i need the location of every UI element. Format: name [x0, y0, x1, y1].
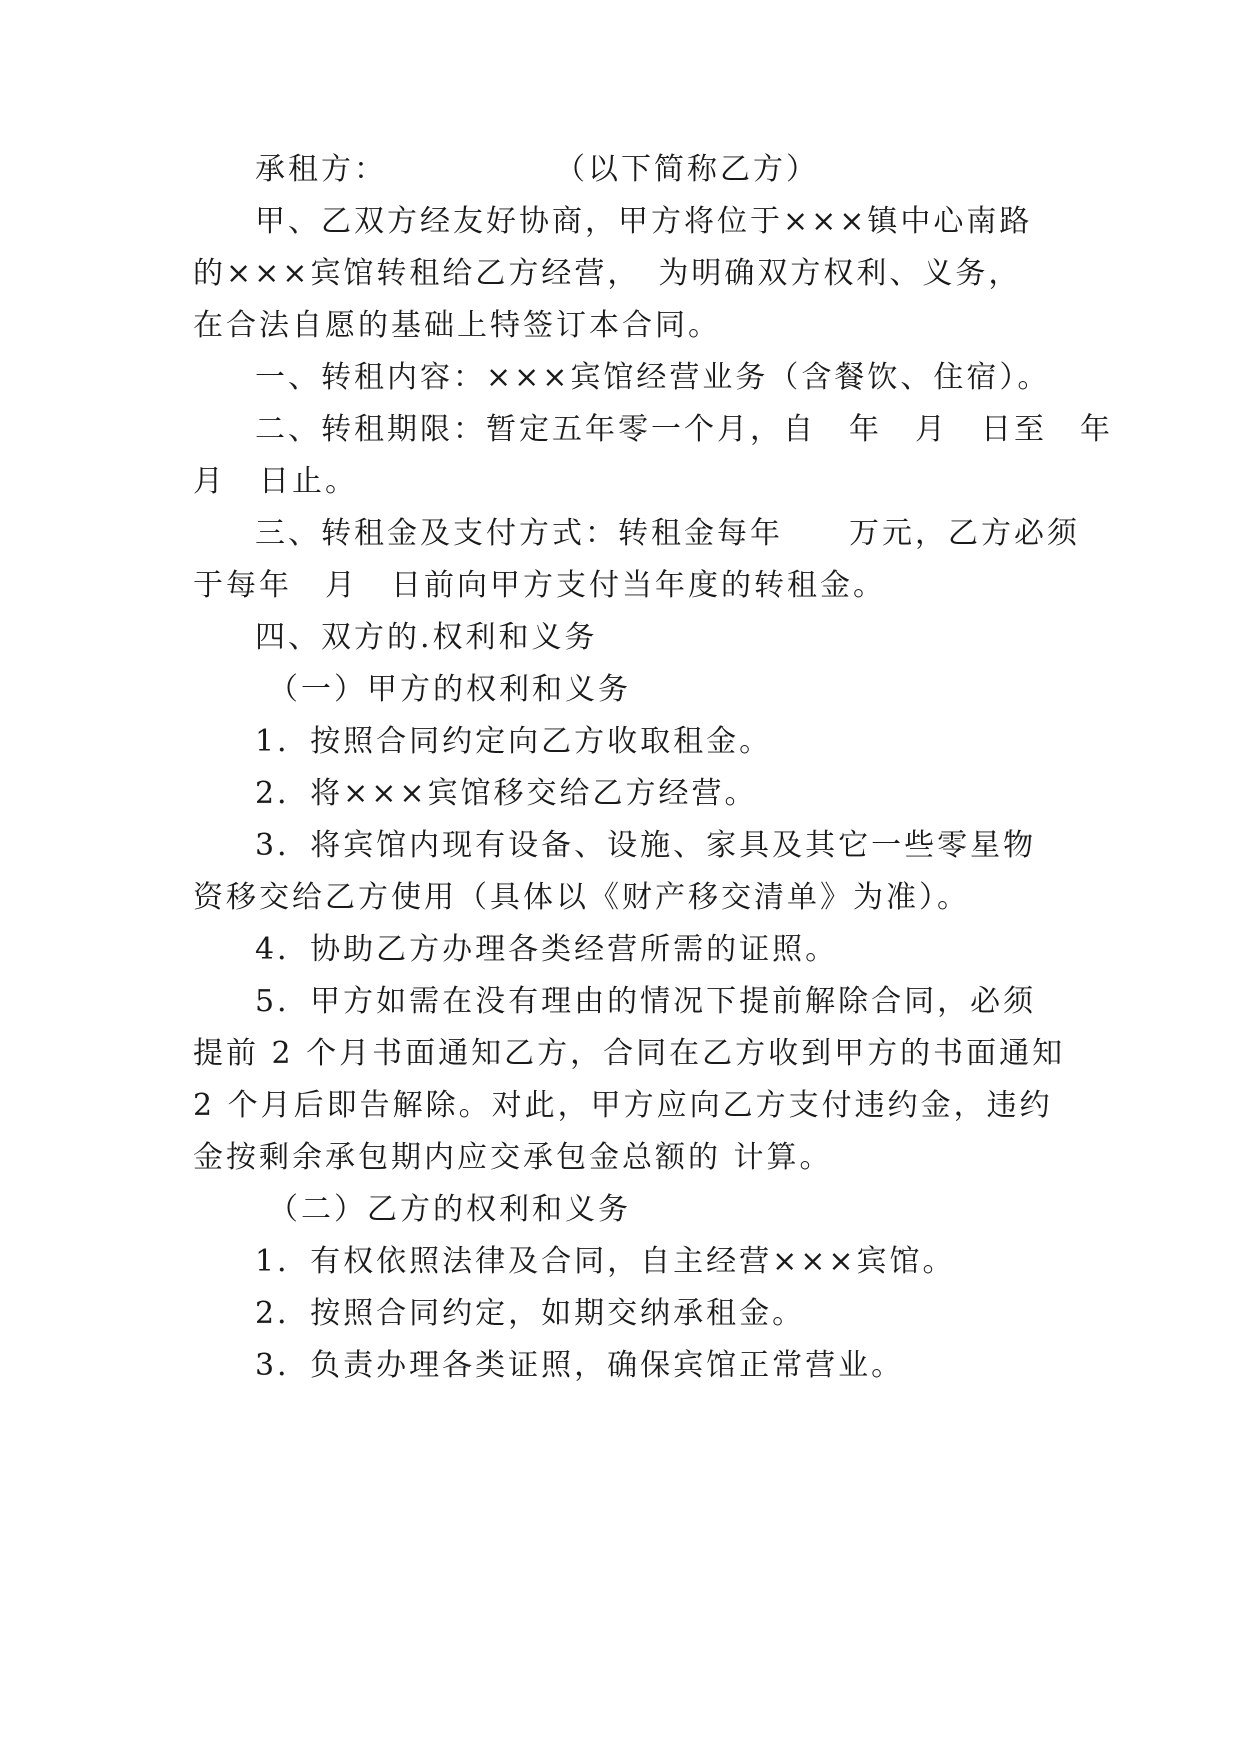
party-a-item-5-line-3: 2 个月后即告解除。对此，甲方应向乙方支付违约金，违约: [193, 1088, 1053, 1123]
party-b-item-1: 1．有权依照法律及合同，自主经营×××宾馆。: [255, 1244, 956, 1279]
party-a-item-3-line-1: 3．将宾馆内现有设备、设施、家具及其它一些零星物: [255, 828, 1037, 863]
preamble-line-1: 甲、乙双方经友好协商，甲方将位于×××镇中心南路: [255, 204, 1033, 239]
preamble-line-2: 的×××宾馆转租给乙方经营， 为明确双方权利、义务，: [193, 256, 1022, 291]
clause-2-line-1: 二、转租期限：暂定五年零一个月，自 年 月 日至 年: [255, 412, 1113, 447]
party-a-item-1: 1．按照合同约定向乙方收取租金。: [255, 724, 773, 759]
party-a-item-5-line-2: 提前 2 个月书面通知乙方，合同在乙方收到甲方的书面通知: [193, 1036, 1066, 1071]
party-a-item-2: 2．将×××宾馆移交给乙方经营。: [255, 776, 758, 811]
party-a-item-3-line-2: 资移交给乙方使用（具体以《财产移交清单》为准）。: [193, 880, 970, 915]
clause-3-line-1: 三、转租金及支付方式：转租金每年 万元，乙方必须: [255, 516, 1080, 551]
clause-2-line-2: 月 日止。: [193, 464, 358, 499]
clause-4-heading: 四、双方的.权利和义务: [255, 620, 598, 655]
party-a-heading: （一）甲方的权利和义务: [268, 672, 631, 707]
party-b-item-2: 2．按照合同约定，如期交纳承租金。: [255, 1296, 806, 1331]
party-b-heading: （二）乙方的权利和义务: [268, 1192, 631, 1227]
preamble-line-3: 在合法自愿的基础上特签订本合同。: [193, 308, 721, 343]
party-a-item-5-line-4: 金按剩余承包期内应交承包金总额的 计算。: [193, 1140, 833, 1175]
clause-1-line: 一、转租内容：×××宾馆经营业务（含餐饮、住宿）。: [255, 360, 1051, 395]
party-b-item-3: 3．负责办理各类证照，确保宾馆正常营业。: [255, 1348, 905, 1383]
party-a-item-5-line-1: 5．甲方如需在没有理由的情况下提前解除合同，必须: [255, 984, 1037, 1019]
lessee-line: 承租方： （以下简称乙方）: [255, 152, 819, 187]
clause-3-line-2: 于每年 月 日前向甲方支付当年度的转租金。: [193, 568, 886, 603]
party-a-item-4: 4．协助乙方办理各类经营所需的证照。: [255, 932, 839, 967]
